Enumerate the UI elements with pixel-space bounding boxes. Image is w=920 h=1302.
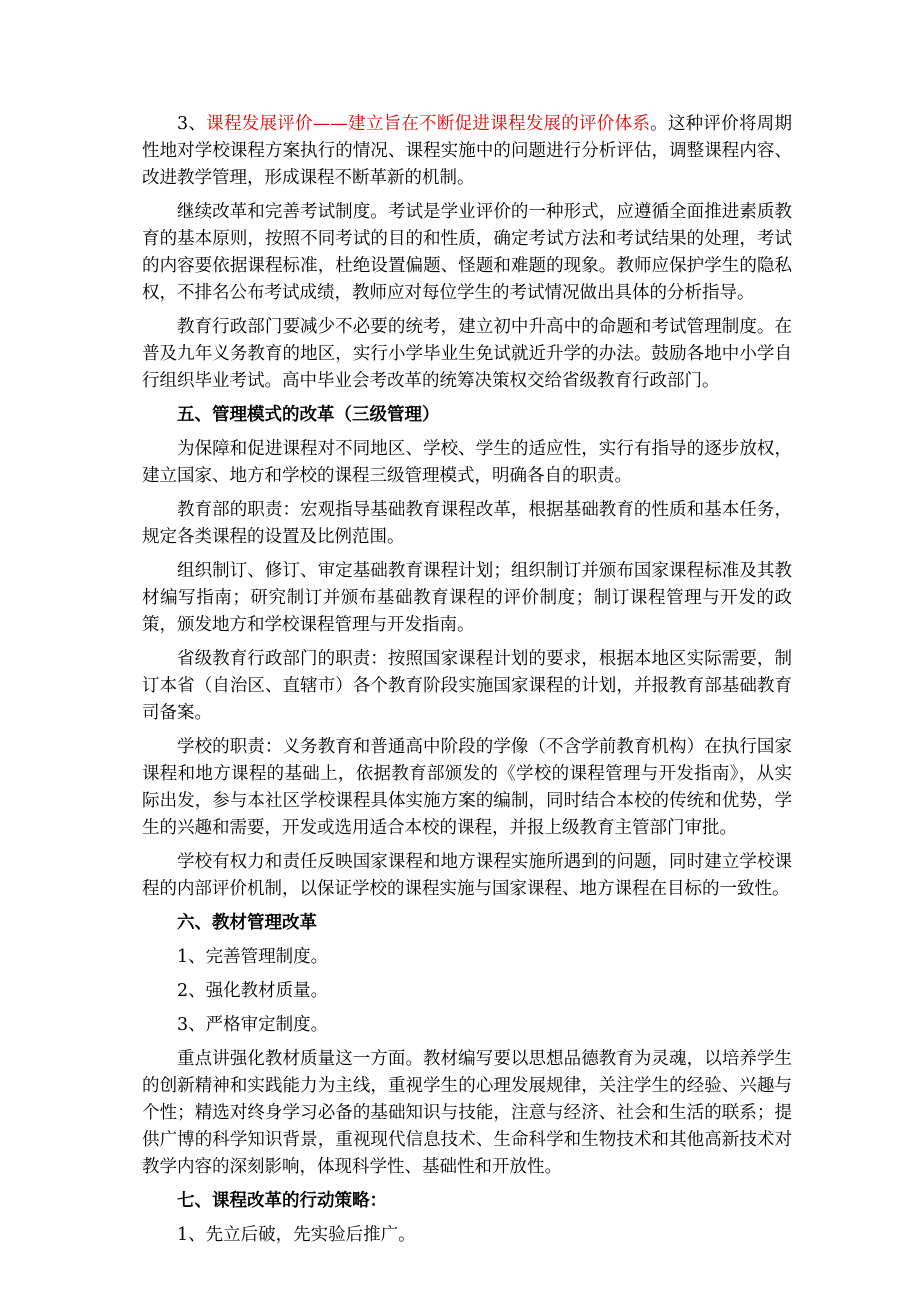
- section-heading-5: 五、管理模式的改革（三级管理）: [177, 405, 440, 425]
- list-item: 1、完善管理制度。: [177, 947, 329, 967]
- paragraph-school: 学校的职责：义务教育和普通高中阶段的学像（不含学前教育机构）在执行国家课程和地方课程的基础上，依据教育部颁发的《学校的课程管理与开发指南》，从实际出发，参与本社区学校课程具体实施方案的编制，同时结合本校的传统和优势，学生的兴趣和需要，开发或选用适合本校的课程，并报上级教育主管部门审批。: [142, 737, 792, 838]
- document-body: [142, 111, 792, 1256]
- paragraph-text: 。这种评价将周期性地对学校课程方案执行的情况、课程实施中的问题进行分析评估，调整课程内容、改进教学管理，形成课程不断革新的机制。: [142, 114, 793, 188]
- paragraph-three-level: 为保障和促进课程对不同地区、学校、学生的适应性，实行有指导的逐步放权，建立国家、地方和学校的课程三级管理模式，明确各自的职责。: [142, 439, 792, 486]
- paragraph-textbook-quality: 重点讲强化教材质量这一方面。教材编写要以思想品德教育为灵魂，以培养学生的创新精神和实践能力为主线，重视学生的心理发展规律，关注学生的经验、兴趣与个性；精选对终身学习必备的基础知识与技能，注意与经济、社会和生活的联系；提供广博的科学知识背景，重视现代信息技术、生命科学和生物技术和其他高新技术对教学内容的深刻影响，体现科学性、基础性和开放性。: [142, 1049, 792, 1177]
- list-item: 3、严格审定制度。: [177, 1015, 329, 1035]
- section-heading-6: 六、教材管理改革: [177, 913, 317, 933]
- paragraph-exam-reform: 继续改革和完善考试制度。考试是学业评价的一种形式，应遵循全面推进素质教育的基本原则，按照不同考试的目的和性质，确定考试方法和考试结果的处理，考试的内容要依据课程标准，杜绝设置偏题、怪题和难题的现象。教师应保护学生的隐私权，不排名公布考试成绩，教师应对每位学生的考试情况做出具体的分析指导。: [142, 202, 792, 303]
- paragraph-ministry-tasks: 组织制订、修订、审定基础教育课程计划；组织制订并颁布国家课程标准及其教材编写指南；研究制订并颁布基础教育课程的评价制度；制订课程管理与开发的政策，颁发地方和学校课程管理与开发指南。: [142, 561, 792, 635]
- paragraph-school-rights: 学校有权力和责任反映国家课程和地方课程实施所遇到的问题，同时建立学校课程的内部评价机制，以保证学校的课程实施与国家课程、地方课程在目标的一致性。: [142, 852, 792, 899]
- paragraph-ministry: 教育部的职责：宏观指导基础教育课程改革，根据基础教育的性质和基本任务，规定各类课程的设置及比例范围。: [142, 500, 792, 547]
- item-number: 3、: [177, 114, 207, 134]
- list-item: 2、强化教材质量。: [177, 981, 329, 1001]
- paragraph-evaluation: [142, 111, 792, 192]
- highlighted-phrase: 课程发展评价——建立旨在不断促进课程发展的评价体系: [206, 114, 651, 134]
- list-item: 1、先立后破，先实验后推广。: [177, 1225, 416, 1245]
- paragraph-provincial: 省级教育行政部门的职责：按照国家课程计划的要求，根据本地区实际需要，制订本省（自治区、直辖市）各个教育阶段实施国家课程的计划，并报教育部基础教育司备案。: [142, 649, 792, 723]
- section-heading-7: 七、课程改革的行动策略：: [177, 1191, 387, 1211]
- paragraph-admin: 教育行政部门要减少不必要的统考，建立初中升高中的命题和考试管理制度。在普及九年义务教育的地区，实行小学毕业生免试就近升学的办法。鼓励各地中小学自行组织毕业考试。高中毕业会考改革的统筹决策权交给省级教育行政部门。: [142, 317, 792, 391]
